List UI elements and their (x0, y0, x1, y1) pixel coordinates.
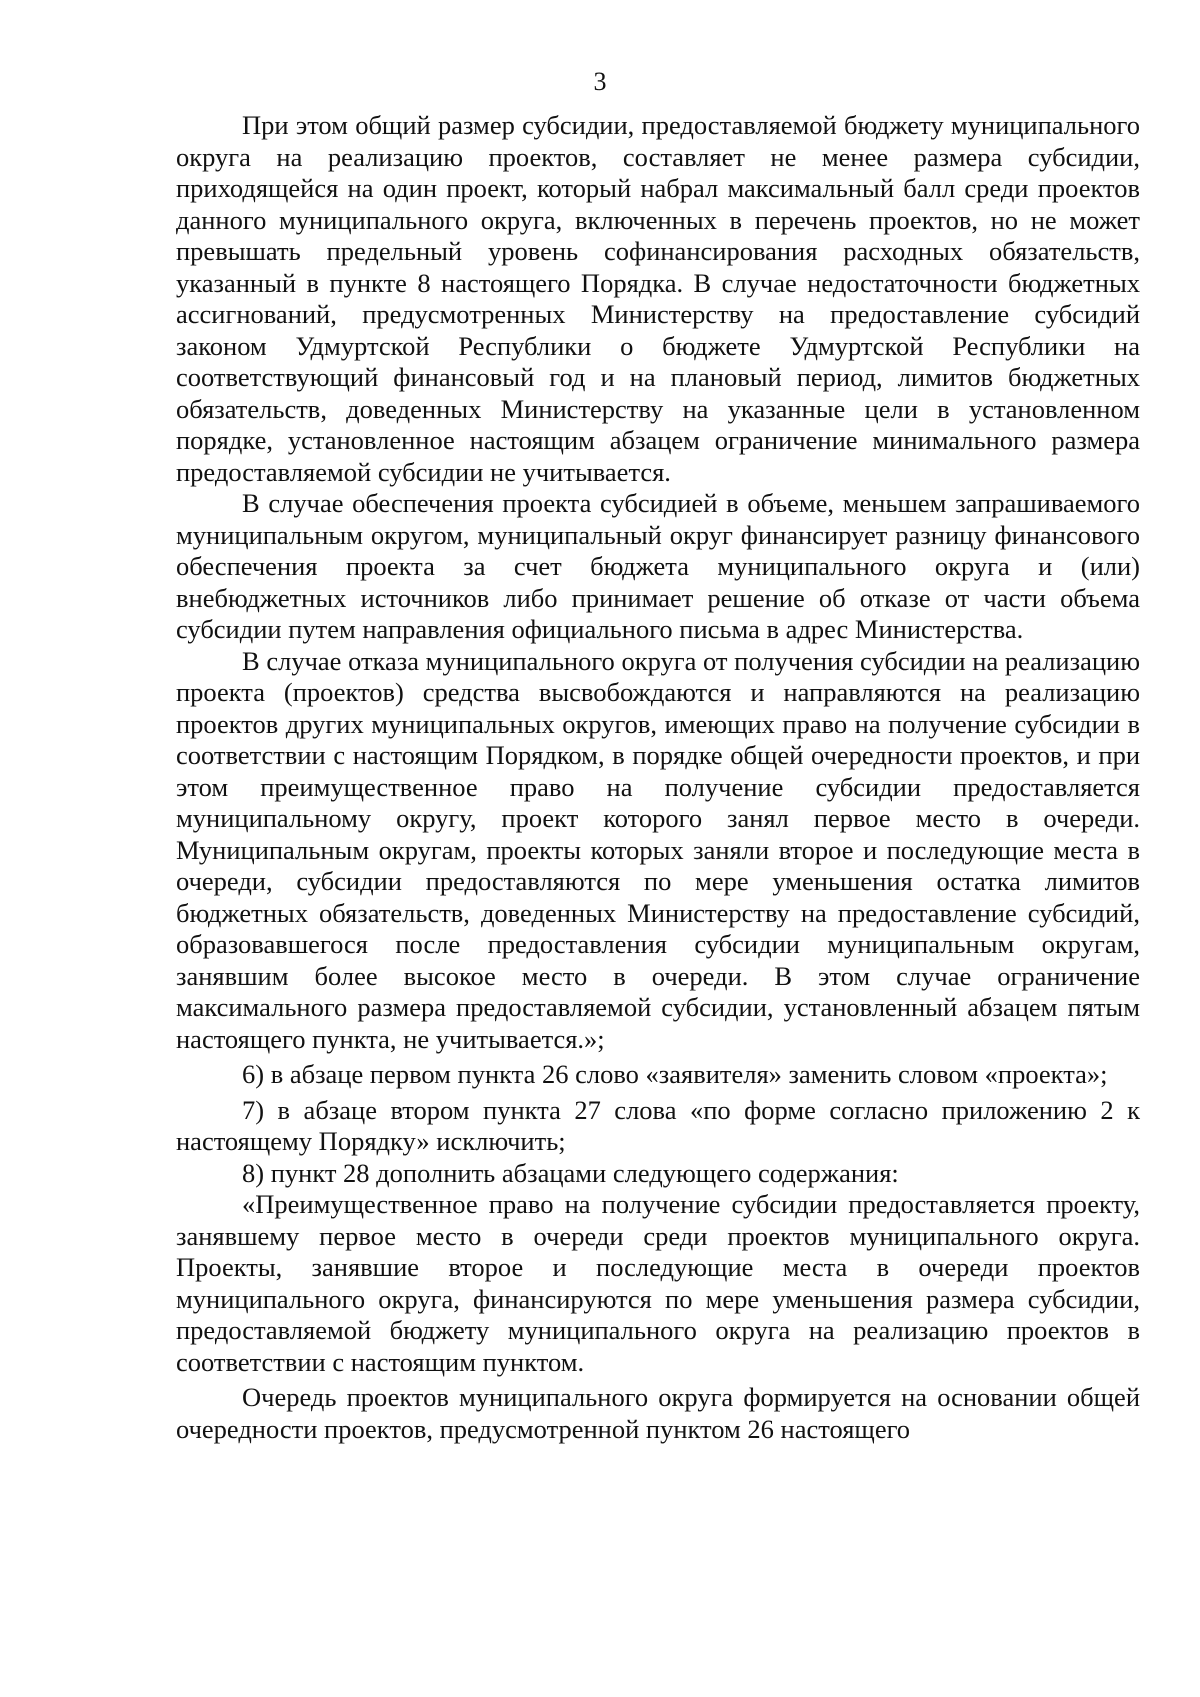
paragraph-preemptive-right: «Преимущественное право на получение субсидии предоставляется проекту, занявшему первое место в очереди среди проектов муниципального округа. Проекты, занявшие второе и последующие места в очереди проектов муниципального округа, финансируются по мере уменьшения размера субсидии, предоставляемой бюджету муниципального округа на реализацию проектов в соответствии с настоящим пунктом. (176, 1189, 1140, 1377)
paragraph-item-6: 6) в абзаце первом пункта 26 слово «заявителя» заменить словом «проекта»; (242, 1059, 1108, 1089)
page-number: 3 (593, 67, 607, 96)
paragraph-refusal: В случае отказа муниципального округа от получения субсидии на реализацию проекта (проектов) средства высвобождаются и направляются на реализацию проектов других муниципальных округов, имеющих право на получение субсидии в соответствии с настоящим Порядком, в порядке общей очередности проектов, и при этом преимущественное право на получение субсидии предоставляется муниципальному округу, проект которого занял первое место в очереди. Муниципальным округам, проекты которых заняли второе и последующие места в очереди, субсидии предоставляются по мере уменьшения остатка лимитов бюджетных обязательств, доведенных Министерству на предоставление субсидий, образовавшегося после предоставления субсидии муниципальным округам, занявшим более высокое место в очереди. В этом случае ограничение максимального размера предоставляемой субсидии, установленный абзацем пятым настоящего пункта, не учитывается.»; (176, 645, 1140, 1054)
paragraph-subsidy-size: При этом общий размер субсидии, предоставляемой бюджету муниципального округа на реализацию проектов, составляет не менее размера субсидии, приходящейся на один проект, который набрал максимальный балл среди проектов данного муниципального округа, включенных в перечень проектов, но не может превышать предельный уровень софинансирования расходных обязательств, указанный в пункте 8 настоящего Порядка. В случае недостаточности бюджетных ассигнований, предусмотренных Министерству на предоставление субсидий законом Удмуртской Республики о бюджете Удмуртской Республики на соответствующий финансовый год и на плановый период, лимитов бюджетных обязательств, доведенных Министерству на указанные цели в установленном порядке, установленное настоящим абзацем ограничение минимального размера предоставляемой субсидии не учитывается. (176, 110, 1140, 487)
paragraph-item-7: 7) в абзаце втором пункта 27 слова «по форме согласно приложению 2 к настоящему Порядку» исключить; (176, 1094, 1140, 1156)
paragraph-queue-formation: Очередь проектов муниципального округа формируется на основании общей очередности проектов, предусмотренной пунктом 26 настоящего (176, 1382, 1140, 1444)
document-body (176, 110, 1140, 1445)
paragraph-item-8: 8) пункт 28 дополнить абзацами следующего содержания: (242, 1157, 899, 1188)
paragraph-partial-subsidy: В случае обеспечения проекта субсидией в объеме, меньшем запрашиваемого муниципальным округом, муниципальный округ финансирует разницу финансового обеспечения проекта за счет бюджета муниципального округа и (или) внебюджетных источников либо принимает решение об отказе от части объема субсидии путем направления официального письма в адрес Министерства. (176, 488, 1140, 644)
